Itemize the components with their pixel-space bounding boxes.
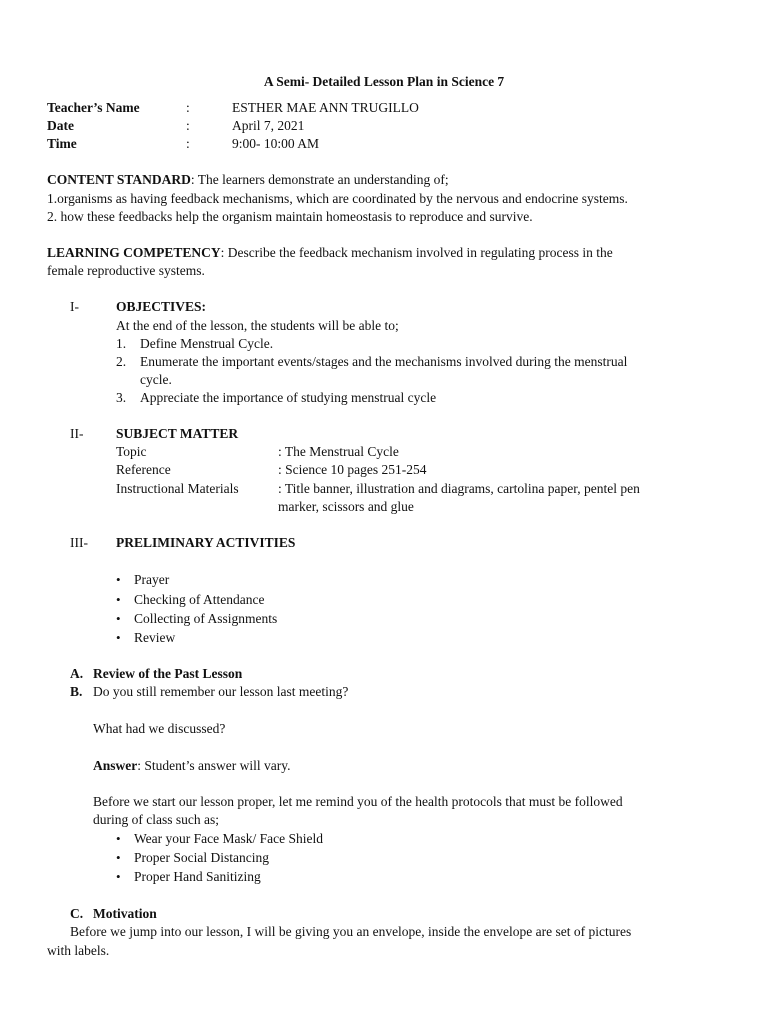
review-question: Do you still remember our lesson last meeting? <box>93 684 349 699</box>
reminder-text-cont: during of class such as; <box>93 812 219 827</box>
motivation-text: Before we jump into our lesson, I will be giving you an envelope, inside the envelope are set of pictures <box>70 924 632 939</box>
section-letter: C. <box>70 906 84 921</box>
section-letter: B. <box>70 684 83 699</box>
objective-number: 3. <box>116 390 127 405</box>
objective-item: Enumerate the important events/stages and the mechanisms involved during the menstrual <box>140 354 628 369</box>
time-value: 9:00- 10:00 AM <box>232 136 320 151</box>
bullet: • <box>116 611 121 626</box>
motivation-text-cont: with labels. <box>47 943 110 958</box>
subject-row-label: Instructional Materials <box>116 481 239 496</box>
bullet: • <box>116 850 121 865</box>
content-standard-item-2: 2. how these feedbacks help the organism maintain homeostasis to reproduce and survive. <box>47 209 533 224</box>
reminder-text: Before we start our lesson proper, let me remind you of the health protocols that must be followed <box>93 794 623 809</box>
content-standard-intro: : The learners demonstrate an understanding of; <box>190 172 449 187</box>
document-title: A Semi- Detailed Lesson Plan in Science 7 <box>263 74 505 89</box>
bullet: • <box>116 831 121 846</box>
subject-row-label: Reference <box>116 462 171 477</box>
objective-item-cont: cycle. <box>140 372 172 387</box>
objective-item: Appreciate the importance of studying menstrual cycle <box>140 390 437 405</box>
learning-competency-line <box>47 244 613 263</box>
motivation-heading: Motivation <box>93 906 157 921</box>
bullet: • <box>116 630 121 645</box>
protocol-item: Proper Hand Sanitizing <box>134 869 261 884</box>
teacher-name-value: ESTHER MAE ANN TRUGILLO <box>232 100 419 115</box>
content-standard-label: CONTENT STANDARD <box>47 172 191 187</box>
section-letter: A. <box>70 666 84 681</box>
subject-row-value: : The Menstrual Cycle <box>278 444 399 459</box>
subject-matter-heading: SUBJECT MATTER <box>116 426 239 441</box>
objectives-heading: OBJECTIVES: <box>116 299 207 314</box>
bullet: • <box>116 592 121 607</box>
colon: : <box>186 136 190 151</box>
objective-number: 2. <box>116 354 127 369</box>
review-heading: Review of the Past Lesson <box>93 666 243 681</box>
colon: : <box>186 100 190 115</box>
review-question-2: What had we discussed? <box>93 721 226 736</box>
answer-label: Answer <box>93 758 138 773</box>
section-numeral: II- <box>70 426 84 441</box>
preliminary-heading: PRELIMINARY ACTIVITIES <box>116 535 296 550</box>
objective-item: Define Menstrual Cycle. <box>140 336 274 351</box>
protocol-item: Proper Social Distancing <box>134 850 269 865</box>
learning-competency-text: : Describe the feedback mechanism involved in regulating process in the <box>220 245 613 260</box>
subject-row-value-cont: marker, scissors and glue <box>278 499 414 514</box>
answer-text: : Student’s answer will vary. <box>137 758 291 773</box>
learning-competency-text-cont: female reproductive systems. <box>47 263 205 278</box>
preliminary-item: Review <box>134 630 176 645</box>
content-standard-item-1: 1.organisms as having feedback mechanisms, which are coordinated by the nervous and endocrine systems. <box>47 191 628 206</box>
subject-row-value: : Science 10 pages 251-254 <box>278 462 427 477</box>
objectives-intro: At the end of the lesson, the students will be able to; <box>116 318 399 333</box>
colon: : <box>186 118 190 133</box>
answer-line <box>93 757 290 776</box>
bullet: • <box>116 572 121 587</box>
section-numeral: III- <box>70 535 88 550</box>
preliminary-item: Collecting of Assignments <box>134 611 278 626</box>
content-standard-line <box>47 171 449 190</box>
subject-row-label: Topic <box>116 444 147 459</box>
learning-competency-label: LEARNING COMPETENCY <box>47 245 221 260</box>
time-label: Time <box>47 136 77 151</box>
preliminary-item: Checking of Attendance <box>134 592 265 607</box>
subject-row-value: : Title banner, illustration and diagrams, cartolina paper, pentel pen <box>278 481 640 496</box>
date-label: Date <box>47 118 74 133</box>
objective-number: 1. <box>116 336 127 351</box>
preliminary-item: Prayer <box>134 572 170 587</box>
section-numeral: I- <box>70 299 79 314</box>
bullet: • <box>116 869 121 884</box>
teacher-name-label: Teacher’s Name <box>47 100 140 115</box>
date-value: April 7, 2021 <box>232 118 305 133</box>
protocol-item: Wear your Face Mask/ Face Shield <box>134 831 323 846</box>
